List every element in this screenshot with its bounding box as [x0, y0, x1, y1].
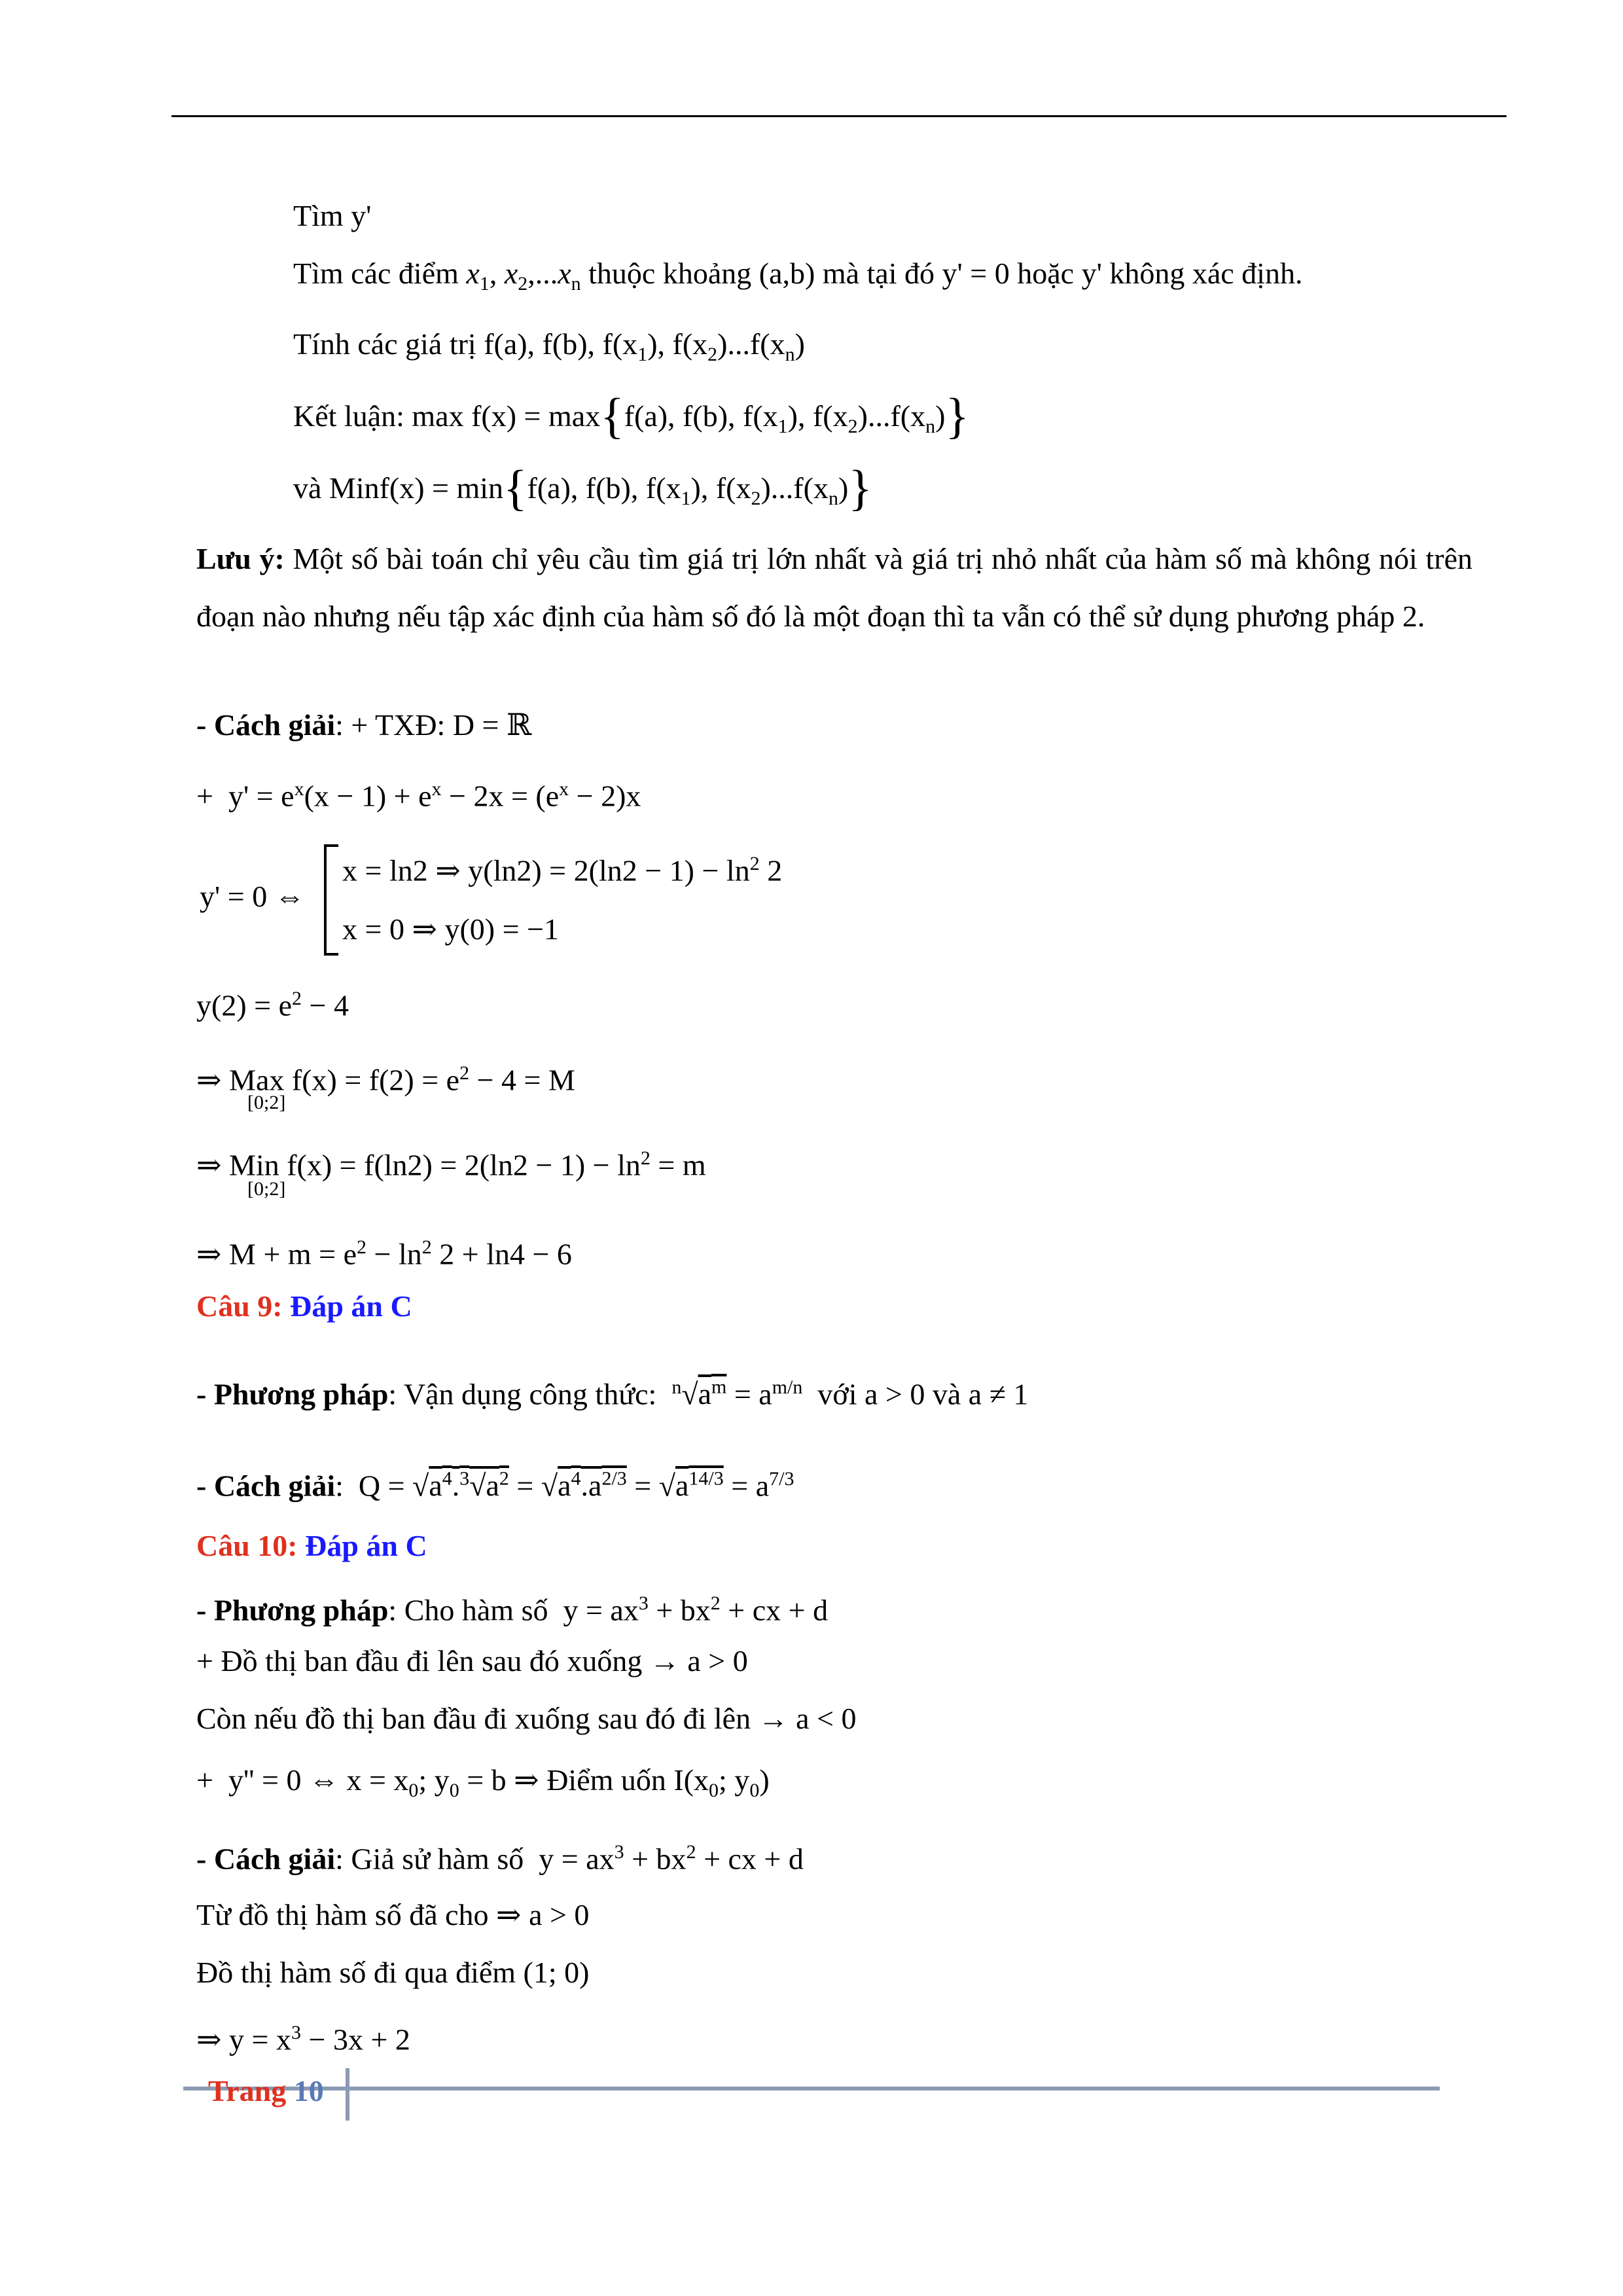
note-text: Một số bài toán chỉ yêu cầu tìm giá trị lớn nhất và giá trị nhỏ nhất của hàm số mà không nói trên đoạn nào nhưng nếu tập xác định của hàm số đó là một đoạn thì ta vẫn có thể sử dụng phương pháp 2. — [196, 542, 1473, 633]
q8-sum: ⇒ $M + m = e^2 - \ln^2 2 + \ln 4 - 6$ — [196, 1236, 572, 1271]
step-find-points-label: Tìm các điểm — [293, 257, 459, 290]
q10-result: ⇒ $y = x^3 - 3x + 2$ — [196, 2022, 410, 2056]
q8-solution-domain — [196, 706, 531, 745]
q8-solution-label: - Cách giải — [196, 708, 336, 742]
q9-solution: - Cách giải: $Q = √a^4.^3√a^2 = √a^4.a^{2/3} = √a^{14/3} = a^{7/3}$ — [196, 1468, 794, 1503]
q10-from-graph-text: Từ đồ thị hàm số đã cho — [196, 1898, 489, 1931]
q8-min: ⇒ Min $f(x) = f(\ln 2) = 2(\ln 2 - 1) - \ln^2 = m$ — [196, 1147, 706, 1182]
page-label: Trang — [208, 2074, 287, 2108]
note-paragraph — [196, 530, 1472, 645]
q10-solution-text: : Giả sử hàm số — [335, 1842, 524, 1876]
step-find-derivative: Tìm y' — [293, 199, 372, 232]
q10-answer: Đáp án C — [305, 1529, 427, 1562]
q9-method-condition: với a > 0 và a ≠ 1 — [817, 1377, 1029, 1411]
q10-title — [196, 1526, 427, 1566]
q10-solution-label: - Cách giải — [196, 1842, 336, 1876]
q10-solution: - Cách giải: Giả sử hàm số $y = ax^3 + bx^2$ + cx + d — [196, 1841, 804, 1876]
step-find-points: Tìm các điểm $x_1$, $x_2,...x_n$ thuộc khoảng (a,b) mà tại đó y' = 0 hoặc y' không xác định. — [293, 257, 1303, 295]
q9-answer: Đáp án C — [290, 1289, 412, 1323]
q10-method-label: - Phương pháp — [196, 1593, 389, 1627]
q10-from-graph: Từ đồ thị hàm số đã cho ⇒ a > 0 — [196, 1898, 590, 1931]
q10-point — [196, 1953, 589, 1992]
q10-method: - Phương pháp: Cho hàm số $y = ax^3 + bx^2$ + cx + d — [196, 1592, 829, 1627]
and-label: và — [293, 471, 322, 505]
step-find-points-desc: thuộc khoảng (a,b) mà tại đó y' = 0 hoặc y' không xác định. — [588, 257, 1303, 290]
q10-inflection-label: Điểm uốn — [546, 1763, 666, 1797]
q8-value-at-2: $y(2) = e^2 - 4$ — [196, 988, 349, 1022]
q10-method-text: : Cho hàm số — [388, 1593, 548, 1627]
q8-domain-text: : + TXĐ: D = ℝ — [335, 708, 532, 742]
q8-derivative: + $y' = e^x(x - 1) + e^x - 2x = (e^x - 2)x$ — [196, 778, 641, 813]
footer-divider — [346, 2068, 349, 2121]
page-value: 10 — [293, 2074, 324, 2108]
q10-point-text: Đồ thị hàm số đi qua điểm (1; 0) — [196, 1956, 590, 1989]
q9-method: - Phương pháp: Vận dụng công thức: $^n√a^m = a^{m/n}$ với a > 0 và a ≠ 1 — [196, 1376, 1029, 1411]
note-label: Lưu ý: — [196, 542, 285, 575]
conclusion-label: Kết luận: — [293, 399, 404, 433]
step-conclusion-max: Kết luận: max f(x) = max{f(a), f(b), $f(x_1)$, $f(x_2)...f(x_n)$} — [293, 389, 969, 444]
q9-method-label: - Phương pháp — [196, 1377, 389, 1411]
q9-method-text: : Vận dụng công thức: — [388, 1377, 657, 1411]
q9-number: Câu 9: — [196, 1289, 291, 1323]
step-compute-values: Tính các giá trị f(a), f(b), $f(x_1)$, $f(x_2)...f(x_n)$ — [293, 327, 805, 366]
q8-max: ⇒ Max $f(x) = f(2) = e^2 - 4 = M$ — [196, 1062, 575, 1097]
q9-title — [196, 1287, 412, 1326]
q10-line-up-text: + Đồ thị ban đầu đi lên sau đó xuống — [196, 1644, 643, 1677]
q10-line-down: Còn nếu đồ thị ban đầu đi xuống sau đó đi lên → a < 0 — [196, 1702, 857, 1735]
header-rule — [171, 115, 1507, 117]
step-compute-label: Tính các giá trị — [293, 327, 476, 361]
q10-inflection: + y'' = 0 ⇔ $x = x_0$; $y_0 = b$ ⇒ Điểm uốn $I(x_0$; $y_0$) — [196, 1763, 770, 1802]
page-number — [208, 2073, 324, 2108]
footer-rule — [183, 2087, 1440, 2090]
q10-line-up: + Đồ thị ban đầu đi lên sau đó xuống → a > 0 — [196, 1644, 748, 1677]
q9-solution-label: - Cách giải — [196, 1469, 336, 1503]
q8-min-interval: [0;2] — [247, 1178, 286, 1200]
q10-line-down-text: Còn nếu đồ thị ban đầu đi xuống sau đó đi lên — [196, 1702, 751, 1735]
q10-number: Câu 10: — [196, 1529, 306, 1562]
q8-max-interval: [0;2] — [247, 1092, 286, 1113]
step-conclusion-min: và Minf(x) = min{f(a), f(b), $f(x_1)$, $f(x_2)...f(x_n)$} — [293, 461, 872, 516]
